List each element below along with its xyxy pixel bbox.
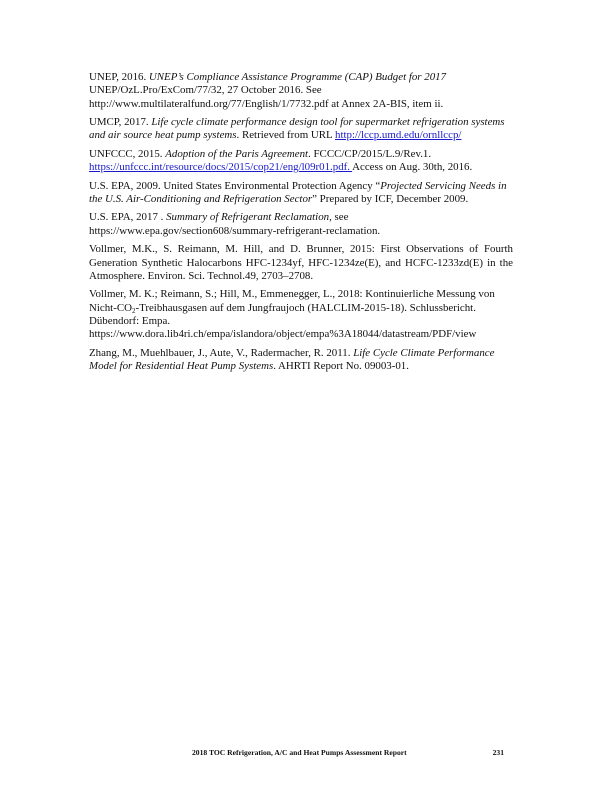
ref-url-text: https://www.epa.gov/section608/summary-refrigerant-reclamation.: [89, 224, 381, 237]
ref-text: UNFCCC, 2015.: [89, 147, 166, 160]
subscript-2: 2: [131, 306, 136, 315]
ref-text: Zhang, M., Muehlbauer, J., Aute, V., Radermacher, R. 2011.: [89, 346, 354, 359]
page-footer: [192, 748, 504, 757]
ref-text: . Retrieved from URL: [236, 129, 336, 142]
ref-text: ” Prepared by ICF, December 2009.: [312, 192, 469, 205]
ref-title: Life Cycle Climate Performance Model for Residential Heat Pump Systems: [89, 346, 495, 372]
ref-url-text: https://www.dora.lib4ri.ch/empa/islandora/object/empa%3A18044/datastream/PDF/view: [89, 328, 477, 341]
reference-zhang-2011: [89, 347, 513, 374]
footer-title: 2018 TOC Refrigeration, A/C and Heat Pumps Assessment Report: [192, 748, 407, 757]
ref-url-text: http://www.multilateralfund.org/77/English/1/7732.pdf at Annex 2A-BIS, item ii.: [89, 97, 444, 110]
ref-title: UNEP’s Compliance Assistance Programme (CAP) Budget for 2017: [148, 71, 447, 83]
reference-usepa-2009: [89, 180, 513, 207]
ref-title: Summary of Refrigerant Reclamation: [166, 211, 330, 224]
reference-list: [89, 71, 513, 378]
unfccc-link[interactable]: https://unfccc.int/resource/docs/2015/cop21/eng/l09r01.pdf.: [89, 161, 353, 174]
reference-vollmer-2015: [89, 243, 513, 283]
ref-text: U.S. EPA, 2009. United States Environmental Protection Agency “: [89, 179, 381, 192]
ref-text: . FCCC/CP/2015/L.9/Rev.1.: [308, 147, 432, 160]
ref-text: , see: [329, 211, 349, 224]
ref-text: . AHRTI Report No. 09003-01.: [273, 359, 409, 372]
page-number: 231: [492, 748, 504, 757]
ref-text: U.S. EPA, 2017 .: [89, 211, 167, 224]
ref-text: Vollmer, M.K., S. Reimann, M. Hill, and D. Brunner, 2015: First Observations of Fourth Generation Synthetic Halocarbons HFC-1234yf, HFC-1234ze(E), and HCFC-1233zd(E) in the Atmosphere. Environ. Sci. Technol.49, 2703–2708.: [89, 243, 513, 282]
ref-text: Access on Aug. 30th, 2016.: [352, 161, 473, 174]
reference-unfccc-2015: [89, 148, 513, 175]
ref-text: UMCP, 2017.: [89, 116, 152, 129]
ref-text: UNEP/OzL.Pro/ExCom/77/32, 27 October 2016. See: [89, 84, 322, 97]
ref-title: Projected Servicing Needs in the U.S. Air-Conditioning and Refrigeration Sector: [89, 179, 507, 205]
reference-vollmer-2018: [89, 288, 513, 341]
ref-title: Adoption of the Paris Agreement: [165, 147, 309, 160]
ref-text: Vollmer, M. K.; Reimann, S.; Hill, M., Emmenegger, L., 2018: Kontinuierliche Messung von Nicht-CO: [89, 288, 495, 314]
lccp-link[interactable]: http://lccp.umd.edu/ornllccp/: [335, 129, 462, 142]
reference-usepa-2017: [89, 211, 513, 238]
ref-title: Life cycle climate performance design tool for supermarket refrigeration systems and air source heat pump systems: [89, 116, 505, 142]
ref-text: Dübendorf: Empa.: [89, 314, 171, 327]
ref-text: -Treibhausgasen auf dem Jungfraujoch (HALCLIM-2015-18). Schlussbericht.: [135, 301, 476, 314]
reference-unep-2016: [89, 71, 513, 111]
reference-umcp-2017: [89, 116, 513, 143]
ref-text: UNEP, 2016.: [89, 71, 149, 83]
